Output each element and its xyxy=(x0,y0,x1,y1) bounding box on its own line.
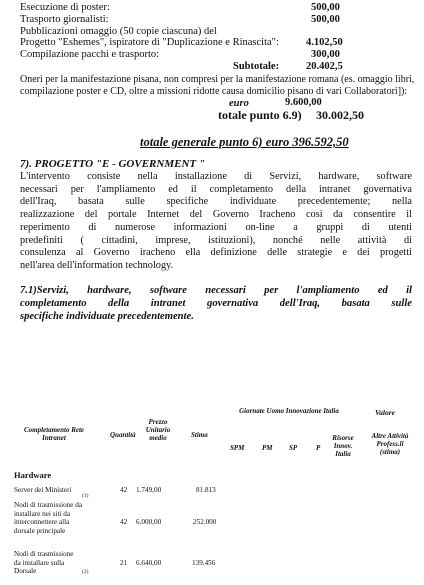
paragraph-line: dell'Iraq, basata sulle specifiche individuate precedentemente; nella xyxy=(20,196,412,208)
header-altre: Altre Attività Profess.li (stima) xyxy=(371,432,409,456)
paragraph-line: realizzazione del portale Internet del Governo Iracheno così da consentire il xyxy=(20,209,412,221)
table-row-qty: 21 xyxy=(120,559,128,567)
paragraph-line: necessari per l'ampliamento ed il completamento della intranet governativa xyxy=(20,183,412,195)
cost-label-1: Trasporto giornalisti: xyxy=(20,14,109,25)
cost-label-3: Progetto "Eshemes", ispiratore di "Duplicazione e Rinascita": xyxy=(20,37,279,48)
table-row-qty: 42 xyxy=(120,486,128,494)
cost-value-4: 300,00 xyxy=(311,49,340,60)
grand-total: totale generale punto 6) euro 396.592,50 xyxy=(140,135,349,149)
cost-label-0: Esecuzione di poster: xyxy=(20,2,110,13)
total-6-9-value: 30.002,50 xyxy=(316,108,364,122)
header-sp: SP xyxy=(289,444,298,452)
cost-value-1: 500,00 xyxy=(311,14,340,25)
table-row-note: (2) xyxy=(82,569,89,575)
table-row-price: 6.000,00 xyxy=(136,518,162,526)
table-row-note: (1) xyxy=(82,493,89,499)
header-stima: Stima xyxy=(191,431,208,439)
header-p: P xyxy=(316,444,321,452)
section-7-heading: 7). PROGETTO "E - GOVERNMENT " xyxy=(20,158,205,170)
section-7-1-line: completamento della intranet governativa dell'Iraq, basata sulle xyxy=(20,298,412,309)
cost-label-4: Compilazione pacchi e trasporto: xyxy=(20,49,160,60)
table-row-name: Nodi di trasmissione da installare sulla Dorsale xyxy=(14,550,74,575)
cost-label-2: Pubblicazioni omaggio (50 copie ciascuna) del xyxy=(20,26,217,37)
table-row-stima: 81.813 xyxy=(196,486,216,494)
table-row-name: Server dei Ministeri xyxy=(14,486,72,494)
table-row-price: 6.640,00 xyxy=(136,559,162,567)
paragraph-line: reperimento di numerose informazioni on-line a gruppi di utenti xyxy=(20,221,412,233)
paragraph-line: L'intervento consiste nella installazione di Servizi, hardware, software xyxy=(20,171,412,182)
header-risorse: Risorse Innov. Italia xyxy=(332,434,354,458)
header-prezzo: Prezzo Unitario medio xyxy=(145,418,171,442)
table-row-price: 1.749,00 xyxy=(136,486,162,494)
section-7-1-line: specifiche individuate precedentemente. xyxy=(20,311,194,322)
oneri-line-1: Oneri per la manifestazione pisana, non compresi per la manifestazione romana (es. omaggio libri, xyxy=(20,74,415,85)
paragraph-line: predefiniti ( cittadini, imprese, istituzioni), nonché nelle attività di xyxy=(20,234,412,246)
header-quantita: Quantità xyxy=(110,431,136,439)
table-section-hardware: Hardware xyxy=(14,470,52,480)
cost-value-0: 500,00 xyxy=(311,2,340,13)
header-valore: Valore xyxy=(374,408,395,417)
table-row-qty: 42 xyxy=(120,518,128,526)
table-row-name: Nodi di trasmissione da installare nei siti da interconnettere alla dorsale principale xyxy=(14,501,83,535)
table-row-stima: 139.456 xyxy=(192,559,216,567)
oneri-euro-label: euro xyxy=(229,98,249,109)
table-row-stima: 252.000 xyxy=(193,518,217,526)
subtotal-value: 20.402,5 xyxy=(306,61,343,72)
header-group-giornate: Giornate Uomo Innovazione Italia xyxy=(239,407,339,415)
paragraph-line: consulenza al Governo iracheno ella definizione delle strategie e dei progetti xyxy=(20,247,412,259)
header-pm: PM xyxy=(262,444,273,452)
section-7-1-line: 7.1)Servizi, hardware, software necessari per l'ampliamento ed il xyxy=(20,285,412,296)
header-spm: SPM xyxy=(230,444,245,452)
total-6-9-label: totale punto 6.9) xyxy=(218,108,302,122)
header-completamento: Completamento Rete Intranet xyxy=(23,426,85,442)
oneri-euro-value: 9.600,00 xyxy=(285,97,322,108)
section-7-1-heading xyxy=(20,284,412,323)
subtotal-label: Subtotale: xyxy=(233,61,280,72)
section-7-paragraph xyxy=(20,171,412,273)
paragraph-line: nell'area dell'information technology. xyxy=(20,259,174,271)
oneri-line-2: compilazione poster e CD, oltre a missioni ridotte causa domicilio pisano di vari Collaboratori]): xyxy=(20,86,408,97)
cost-value-3: 4.102,50 xyxy=(306,37,343,48)
